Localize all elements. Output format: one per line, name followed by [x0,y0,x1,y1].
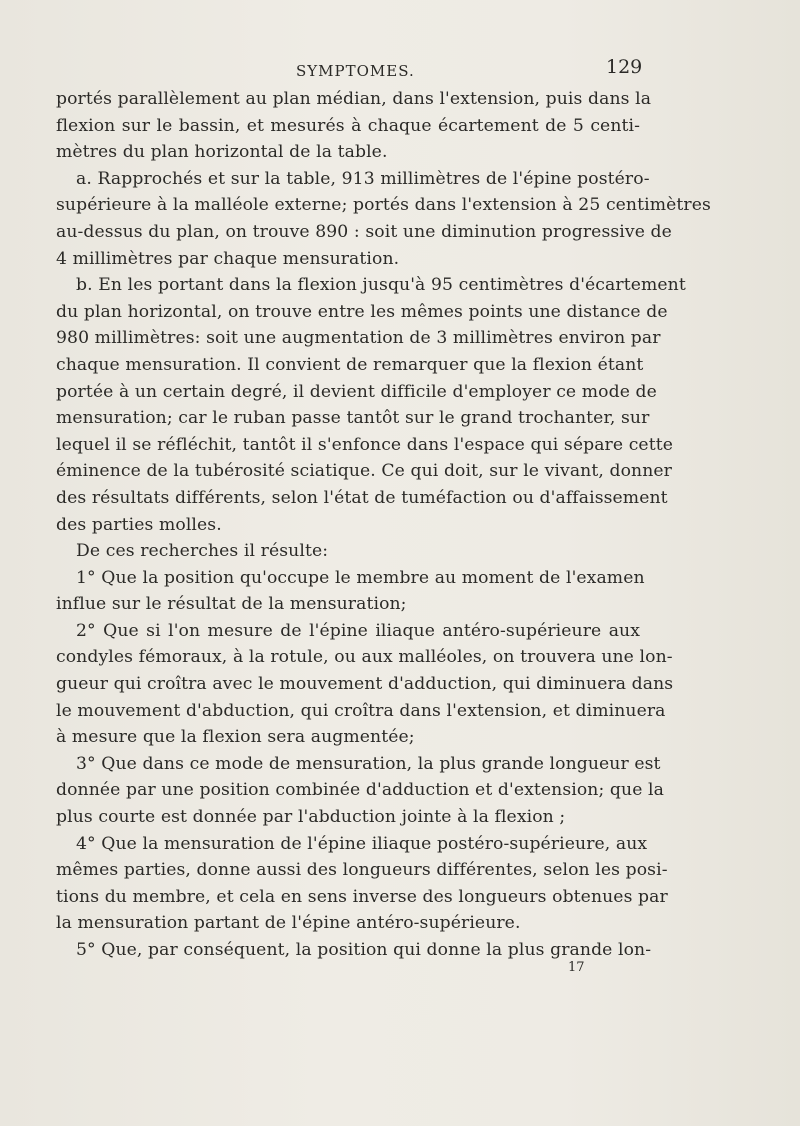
text-line: portée à un certain degré, il devient difficile d'employer ce mode de [56,381,657,402]
text-line: 4° Que la mensuration de l'épine iliaque postéro-supérieure, aux [76,833,648,854]
text-line: chaque mensuration. Il convient de remarquer que la flexion étant [56,354,644,375]
page-number: 129 [606,56,643,78]
text-line: du plan horizontal, on trouve entre les mêmes points une distance de [56,301,668,322]
text-line: au-dessus du plan, on trouve 890 : soit une diminution progressive de [56,221,672,242]
text-line: 5° Que, par conséquent, la position qui donne la plus grande lon- [76,940,652,960]
text-line: portés parallèlement au plan médian, dans l'extension, puis dans la [56,89,652,109]
text-line: la mensuration partant de l'épine antéro-supérieure. [56,913,521,934]
running-head: SYMPTOMES. [296,62,415,80]
text-line: des parties molles. [56,514,222,535]
text-line: flexion sur le bassin, et mesurés à chaque écartement de 5 centi- [56,115,640,136]
text-line: lequel il se réfléchit, tantôt il s'enfonce dans l'espace qui sépare cette [56,434,673,455]
text-line: supérieure à la malléole externe; portés dans l'extension à 25 centimètres [56,195,711,216]
text-line: 3° Que dans ce mode de mensuration, la plus grande longueur est [76,753,661,774]
text-line: à mesure que la flexion sera augmentée; [56,727,415,748]
body-text [56,86,711,964]
text-line: mètres du plan horizontal de la table. [56,142,388,163]
text-line: le mouvement d'abduction, qui croîtra dans l'extension, et diminuera [56,700,666,721]
text-line: des résultats différents, selon l'état de tuméfaction ou d'affaissement [56,487,668,508]
text-line: 1° Que la position qu'occupe le membre au moment de l'examen [76,567,645,588]
text-line: condyles fémoraux, à la rotule, ou aux malléoles, on trouvera une lon- [56,647,673,668]
text-line: mensuration; car le ruban passe tantôt sur le grand trochanter, sur [56,408,650,429]
text-line: gueur qui croîtra avec le mouvement d'adduction, qui diminuera dans [56,674,674,695]
text-line: a. Rapprochés et sur la table, 913 millimètres de l'épine postéro- [76,168,650,189]
text-line: tions du membre, et cela en sens inverse des longueurs obtenues par [56,886,668,907]
text-line: influe sur le résultat de la mensuration; [56,594,407,615]
text-line: 980 millimètres: soit une augmentation de 3 millimètres environ par [56,328,661,349]
text-line: éminence de la tubérosité sciatique. Ce qui doit, sur le vivant, donner [56,461,672,482]
text-line: De ces recherches il résulte: [76,541,329,562]
text-line: b. En les portant dans la flexion jusqu'à 95 centimètres d'écartement [76,275,686,296]
signature-mark: 17 [568,960,585,975]
text-line: 2° Que si l'on mesure de l'épine iliaque antéro-supérieure aux [76,620,640,641]
text-line: mêmes parties, donne aussi des longueurs différentes, selon les posi- [56,860,668,881]
text-line: donnée par une position combinée d'adduction et d'extension; que la [56,780,664,801]
text-line: 4 millimètres par chaque mensuration. [56,248,400,269]
text-line: plus courte est donnée par l'abduction jointe à la flexion ; [56,807,566,828]
